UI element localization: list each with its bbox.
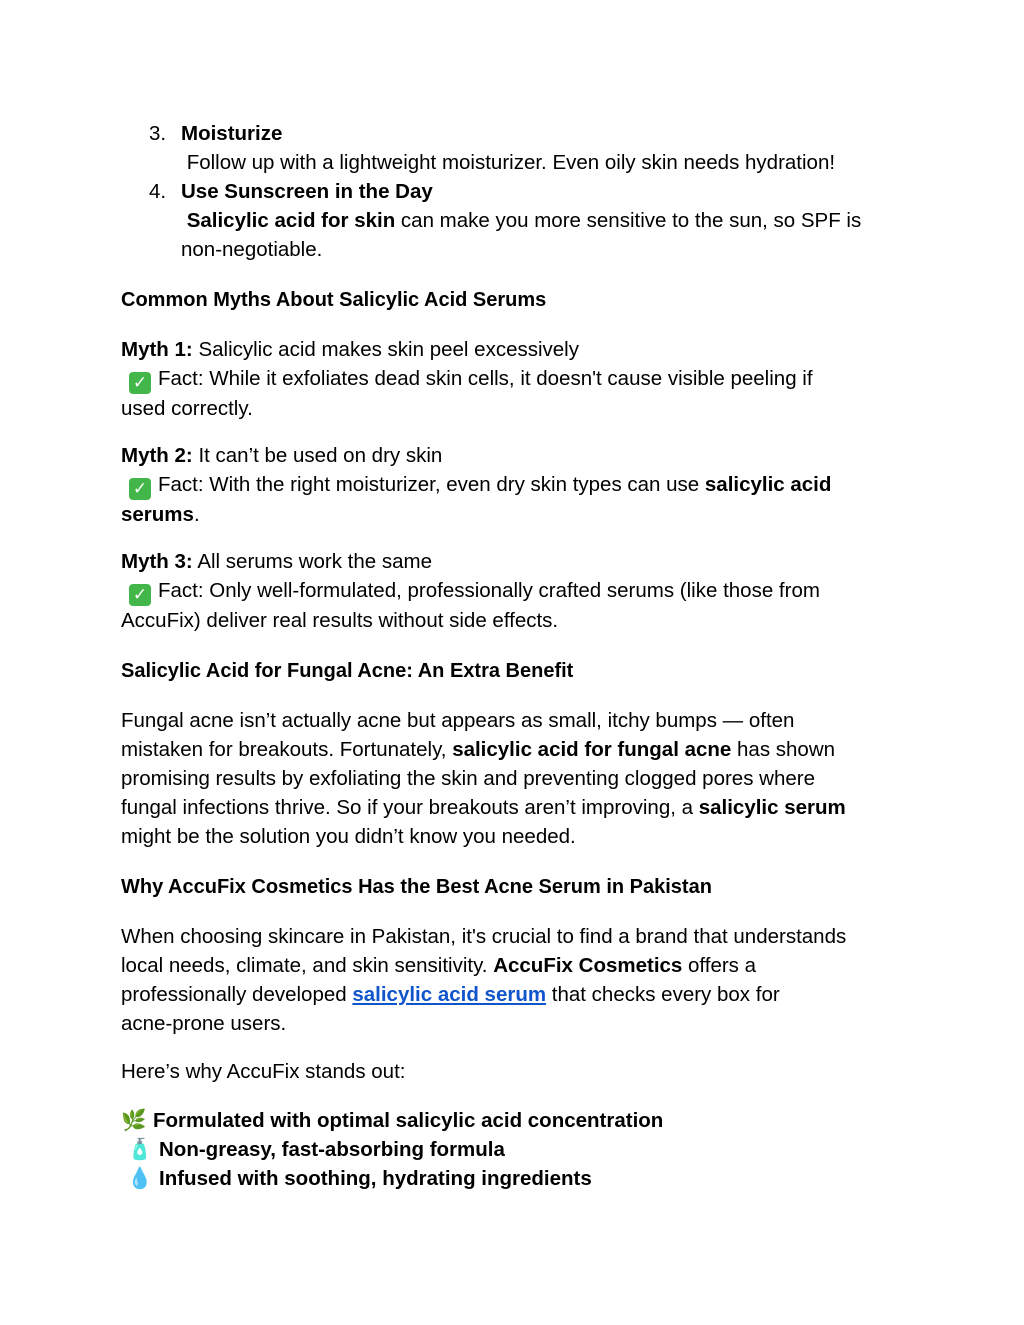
- why-paragraph: When choosing skincare in Pakistan, it's crucial to find a brand that understands local needs, climate, and skin sensitivity. AccuFix Cosmetics offers a professionally developed salicylic acid serum that checks every box for acne-prone users.: [121, 925, 847, 1035]
- fact-text: Fact: With the right moisturizer, even dry skin types can use: [158, 473, 705, 496]
- fact-text: Fact: Only well-formulated, professionally crafted serums (like those from: [158, 579, 820, 602]
- myth-label: Myth 2:: [121, 444, 193, 467]
- salicylic-serum-link[interactable]: salicylic acid serum: [352, 983, 547, 1006]
- herb-icon: 🌿: [121, 1109, 147, 1132]
- list-item-title: Use Sunscreen in the Day: [181, 180, 433, 203]
- droplet-icon: 💧: [127, 1167, 153, 1190]
- list-item-title: Moisturize: [181, 122, 283, 145]
- feature-item: 🌿 Formulated with optimal salicylic acid concentration: [121, 1106, 911, 1135]
- list-number: 4.: [149, 180, 167, 203]
- myth-label: Myth 3:: [121, 550, 193, 573]
- feature-item: 🧴 Non-greasy, fast-absorbing formula: [121, 1135, 911, 1164]
- list-item-description: Salicylic acid for skin can make you more sensitive to the sun, so SPF is non-negotiable.: [181, 209, 862, 261]
- myth-text: Salicylic acid makes skin peel excessively: [192, 338, 579, 361]
- feature-list: [121, 1106, 911, 1193]
- fact-text-cont: used correctly.: [121, 397, 253, 420]
- list-item: [121, 177, 921, 264]
- feature-item: 💧 Infused with soothing, hydrating ingredients: [121, 1164, 911, 1193]
- check-mark-icon: ✓: [129, 478, 151, 500]
- fungal-paragraph: Fungal acne isn’t actually acne but appears as small, itchy bumps — often mistaken for breakouts. Fortunately, salicylic acid for fungal acne has shown promising results by exfoliating the skin and preventing clogged pores where fungal infections thrive. So if your breakouts aren’t improving, a salicylic serum might be the solution you didn’t know you needed.: [121, 709, 846, 848]
- section-heading-myths: Common Myths About Salicylic Acid Serums: [121, 289, 547, 311]
- section-heading-fungal: Salicylic Acid for Fungal Acne: An Extra Benefit: [121, 660, 574, 682]
- myth-text: It can’t be used on dry skin: [192, 444, 443, 467]
- section-heading-why: Why AccuFix Cosmetics Has the Best Acne Serum in Pakistan: [121, 876, 712, 898]
- myth-label: Myth 1:: [121, 338, 193, 361]
- lotion-bottle-icon: 🧴: [127, 1138, 153, 1161]
- myth-paragraph: [121, 547, 911, 635]
- list-number: 3.: [149, 122, 167, 145]
- myth-text: All serums work the same: [192, 550, 432, 573]
- fact-bold: salicylic acid: [704, 473, 832, 496]
- list-item-description: Follow up with a lightweight moisturizer. Even oily skin needs hydration!: [186, 151, 836, 174]
- numbered-list: [121, 119, 921, 264]
- myth-paragraph: Myth 2: It can’t be used on dry skin ✓ Fact: With the right moisturizer, even dry skin types can use salicylic acid serums.: [121, 444, 832, 526]
- myth-paragraph: [121, 335, 911, 423]
- check-mark-icon: ✓: [129, 584, 151, 606]
- check-mark-icon: ✓: [129, 372, 151, 394]
- fact-text: Fact: While it exfoliates dead skin cells, it doesn't cause visible peeling if: [158, 367, 813, 390]
- fact-bold: serums: [121, 503, 194, 526]
- standout-text: Here’s why AccuFix stands out:: [121, 1060, 406, 1083]
- list-item: [121, 119, 921, 177]
- fact-text-cont: AccuFix) deliver real results without side effects.: [121, 609, 559, 632]
